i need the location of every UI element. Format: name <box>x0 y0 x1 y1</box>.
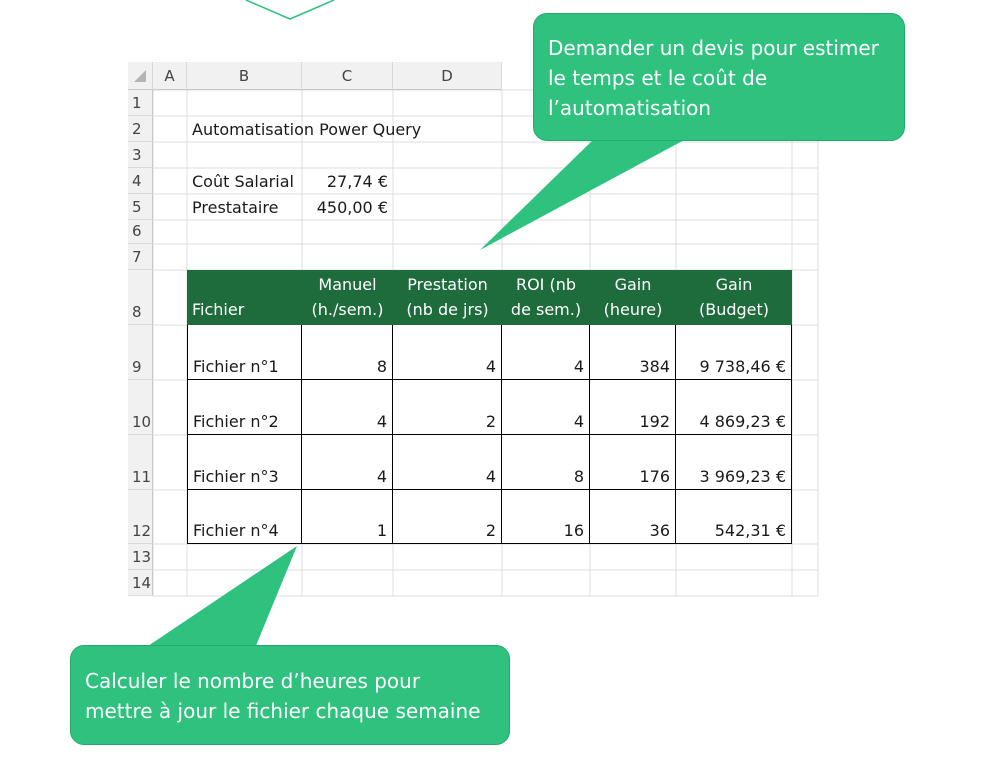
table-cell[interactable]: 8 <box>302 325 393 380</box>
table-cell[interactable]: Fichier n°1 <box>187 325 302 380</box>
row-header-7[interactable]: 7 <box>128 244 153 270</box>
row-header-14[interactable]: 14 <box>128 570 153 596</box>
column-header-b[interactable]: B <box>187 62 302 90</box>
column-header-a[interactable]: A <box>153 62 187 90</box>
table-cell[interactable]: Fichier n°2 <box>187 380 302 435</box>
row-header-8[interactable]: 8 <box>128 270 153 325</box>
row-header-6[interactable]: 6 <box>128 220 153 244</box>
table-cell[interactable]: 4 <box>302 380 393 435</box>
table-cell[interactable]: 4 <box>393 435 502 490</box>
row-header-13[interactable]: 13 <box>128 544 153 570</box>
table-cell[interactable]: 4 869,23 € <box>676 380 792 435</box>
table-cell[interactable]: 192 <box>590 380 676 435</box>
bottom-callout-line-1: Calculer le nombre d’heures pour <box>85 669 421 693</box>
table-cell[interactable]: 542,31 € <box>676 490 792 544</box>
header-line-1: Gain <box>614 274 652 294</box>
table-cell[interactable]: 2 <box>393 380 502 435</box>
table-cell[interactable]: 4 <box>393 325 502 380</box>
table-cell[interactable]: 36 <box>590 490 676 544</box>
table-cell[interactable]: 9 738,46 € <box>676 325 792 380</box>
param-label[interactable]: Prestataire <box>192 198 279 217</box>
top-callout-line-1: Demander un devis pour estimer <box>548 36 879 60</box>
table-cell[interactable]: 176 <box>590 435 676 490</box>
table-cell[interactable]: Fichier n°4 <box>187 490 302 544</box>
param-label[interactable]: Coût Salarial <box>192 172 294 191</box>
table-cell[interactable]: 4 <box>502 380 590 435</box>
row-header-12[interactable]: 12 <box>128 490 153 544</box>
top-callout-line-2: le temps et le coût de <box>548 66 768 90</box>
header-line-1: Prestation <box>407 274 488 294</box>
header-line-2: (Budget) <box>698 299 770 319</box>
column-header-d[interactable]: D <box>393 62 502 90</box>
header-line-2: (heure) <box>603 299 663 319</box>
table-cell[interactable]: 8 <box>502 435 590 490</box>
table-cell[interactable]: 16 <box>502 490 590 544</box>
sheet-title[interactable]: Automatisation Power Query <box>192 120 422 139</box>
bottom-callout-line-2: mettre à jour le fichier chaque semaine <box>85 699 481 723</box>
bottom-callout-tail <box>145 546 297 648</box>
table-cell[interactable]: 4 <box>502 325 590 380</box>
row-header-2[interactable]: 2 <box>128 116 153 142</box>
column-header-c[interactable]: C <box>302 62 393 90</box>
param-value[interactable]: 27,74 € <box>326 172 388 191</box>
top-callout-tail <box>480 138 688 250</box>
table-cell[interactable]: 3 969,23 € <box>676 435 792 490</box>
table-cell[interactable]: 1 <box>302 490 393 544</box>
table-cell[interactable]: Fichier n°3 <box>187 435 302 490</box>
bottom-callout <box>70 645 510 745</box>
row-header-1[interactable]: 1 <box>128 90 153 116</box>
table-cell[interactable]: 4 <box>302 435 393 490</box>
row-header-3[interactable]: 3 <box>128 142 153 168</box>
header-line-2: (h./sem.) <box>311 299 384 319</box>
row-header-10[interactable]: 10 <box>128 380 153 435</box>
row-header-9[interactable]: 9 <box>128 325 153 380</box>
header-line-1: Manuel <box>318 274 377 294</box>
header-line-2: de sem.) <box>510 299 582 319</box>
header-line-2: (nb de jrs) <box>406 299 489 319</box>
header-line-2: Fichier <box>192 299 245 319</box>
header-line-1: Gain <box>715 274 753 294</box>
param-value[interactable]: 450,00 € <box>316 198 388 217</box>
top-callout-line-3: l’automatisation <box>548 96 712 120</box>
table-cell[interactable]: 384 <box>590 325 676 380</box>
header-line-1: ROI (nb <box>515 274 577 294</box>
row-header-5[interactable]: 5 <box>128 194 153 220</box>
top-callout <box>533 13 905 141</box>
table-cell[interactable]: 2 <box>393 490 502 544</box>
row-header-4[interactable]: 4 <box>128 168 153 194</box>
row-header-11[interactable]: 11 <box>128 435 153 490</box>
